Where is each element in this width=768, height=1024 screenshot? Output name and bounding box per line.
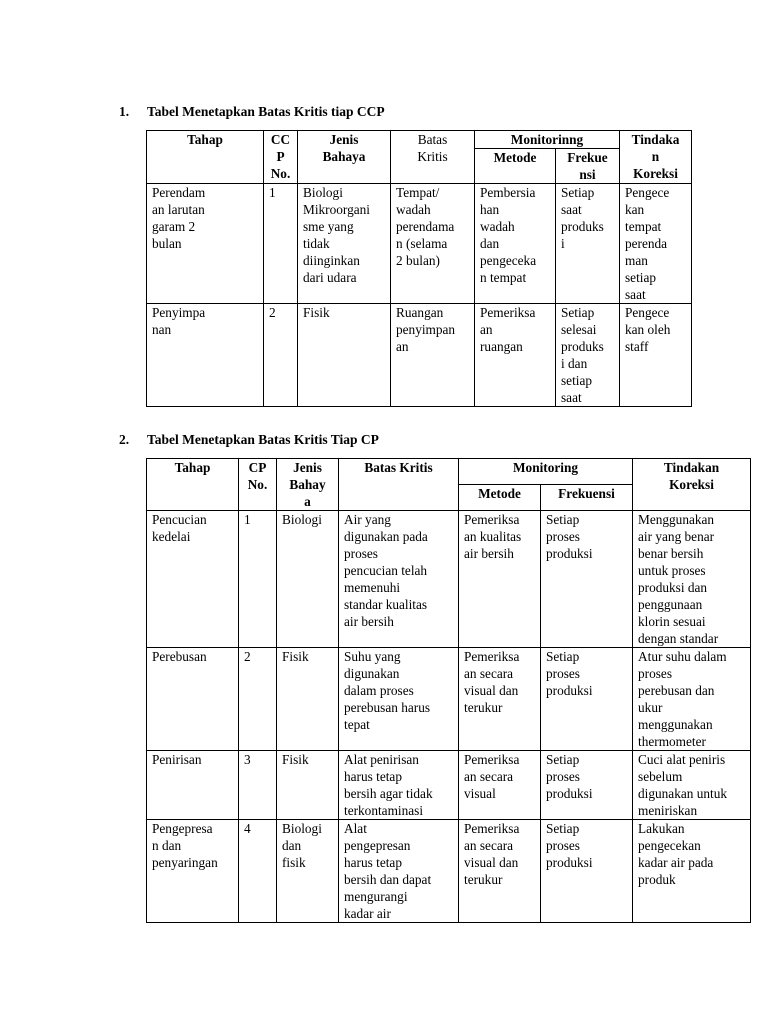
cell-frekuensi: Setiap proses produksi (541, 648, 633, 751)
header-metode: Metode (475, 149, 556, 184)
table-row (147, 304, 692, 407)
cell-tahap: Pengepresa n dan penyaringan (147, 820, 239, 923)
cell-jenis: Fisik (277, 751, 339, 820)
header-metode: Metode (459, 485, 541, 511)
cell-tindakan: Atur suhu dalam proses perebusan dan ukur menggunakan thermometer (633, 648, 751, 751)
cell-tindakan: Lakukan pengecekan kadar air pada produk (633, 820, 751, 923)
header-batas-kritis: Batas Kritis (391, 131, 475, 184)
cell-jenis: Biologi Mikroorgani sme yang tidak diinginkan dari udara (298, 184, 391, 304)
table-header-row (147, 459, 751, 485)
header-tindakan-koreksi: Tindaka n Koreksi (620, 131, 692, 184)
cell-tahap: Penyimpa nan (147, 304, 264, 407)
cell-metode: Pemeriksa an kualitas air bersih (459, 511, 541, 648)
cell-batas: Alat penirisan harus tetap bersih agar tidak terkontaminasi (339, 751, 459, 820)
header-frekuensi: Frekuensi (541, 485, 633, 511)
cell-frekuensi: Setiap proses produksi (541, 751, 633, 820)
cell-tahap: Perendam an larutan garam 2 bulan (147, 184, 264, 304)
section-2-number: 2. (119, 432, 130, 447)
cell-frekuensi: Setiap selesai produks i dan setiap saat (556, 304, 620, 407)
cell-no: 1 (239, 511, 277, 648)
cell-frekuensi: Setiap proses produksi (541, 820, 633, 923)
cell-tindakan: Pengece kan tempat perenda man setiap saat (620, 184, 692, 304)
header-no: CP No. (239, 459, 277, 511)
table-row (147, 751, 751, 820)
table-header-row (147, 131, 692, 149)
cell-tindakan: Menggunakan air yang benar benar bersih untuk proses produksi dan penggunaan klorin sesuai dengan standar (633, 511, 751, 648)
cell-batas: Ruangan penyimpan an (391, 304, 475, 407)
header-monitoring: Monitoring (459, 459, 633, 485)
cell-batas: Tempat/ wadah perendama n (selama 2 bulan) (391, 184, 475, 304)
cell-tahap: Perebusan (147, 648, 239, 751)
cell-tindakan: Pengece kan oleh staff (620, 304, 692, 407)
cell-tahap: Penirisan (147, 751, 239, 820)
cell-no: 1 (264, 184, 298, 304)
cell-frekuensi: Setiap proses produksi (541, 511, 633, 648)
cell-jenis: Fisik (298, 304, 391, 407)
cell-batas: Suhu yang digunakan dalam proses perebusan harus tepat (339, 648, 459, 751)
table-row (147, 820, 751, 923)
header-jenis-bahaya: Jenis Bahaya (298, 131, 391, 184)
header-frekuensi: Frekue nsi (556, 149, 620, 184)
section-2-heading (119, 431, 379, 448)
table-row (147, 648, 751, 751)
cell-jenis: Biologi dan fisik (277, 820, 339, 923)
section-2-title: Tabel Menetapkan Batas Kritis Tiap CP (147, 432, 379, 447)
cell-no: 4 (239, 820, 277, 923)
table-row (147, 184, 692, 304)
cell-metode: Pembersia han wadah dan pengeceka n tempat (475, 184, 556, 304)
cell-metode: Pemeriksa an ruangan (475, 304, 556, 407)
ccp-table (146, 130, 692, 407)
cell-no: 3 (239, 751, 277, 820)
cell-jenis: Fisik (277, 648, 339, 751)
header-tindakan-koreksi: Tindakan Koreksi (633, 459, 751, 511)
cell-jenis: Biologi (277, 511, 339, 648)
header-monitoring: Monitorinng (475, 131, 620, 149)
header-tahap: Tahap (147, 459, 239, 511)
section-1-number: 1. (119, 104, 130, 119)
header-batas-kritis: Batas Kritis (339, 459, 459, 511)
cell-batas: Air yang digunakan pada proses pencucian telah memenuhi standar kualitas air bersih (339, 511, 459, 648)
table-row (147, 511, 751, 648)
cell-tindakan: Cuci alat peniris sebelum digunakan untuk meniriskan (633, 751, 751, 820)
cell-metode: Pemeriksa an secara visual (459, 751, 541, 820)
cell-tahap: Pencucian kedelai (147, 511, 239, 648)
section-1-title: Tabel Menetapkan Batas Kritis tiap CCP (147, 104, 385, 119)
header-tahap: Tahap (147, 131, 264, 184)
cell-metode: Pemeriksa an secara visual dan terukur (459, 648, 541, 751)
header-jenis-bahaya: Jenis Bahay a (277, 459, 339, 511)
section-1-heading (119, 103, 385, 120)
cell-metode: Pemeriksa an secara visual dan terukur (459, 820, 541, 923)
cell-no: 2 (239, 648, 277, 751)
cell-frekuensi: Setiap saat produks i (556, 184, 620, 304)
cp-table (146, 458, 751, 923)
header-no: CC P No. (264, 131, 298, 184)
cell-batas: Alat pengepresan harus tetap bersih dan dapat mengurangi kadar air (339, 820, 459, 923)
cell-no: 2 (264, 304, 298, 407)
